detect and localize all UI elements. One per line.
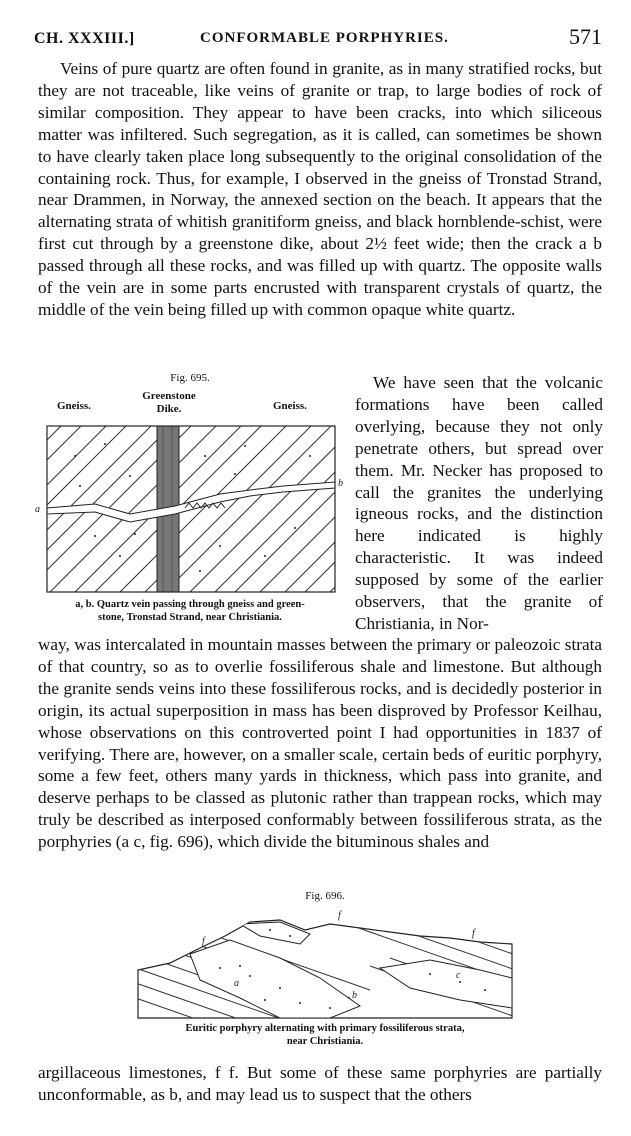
running-title: CONFORMABLE PORPHYRIES. (200, 30, 449, 46)
label-greenstone-line2: Dike. (156, 403, 182, 415)
shale-f-top: f (338, 910, 341, 921)
figure-695-caption-line1: a, b. Quartz vein passing through gneiss and green- (75, 599, 305, 610)
vein-end-a: a (35, 504, 40, 515)
label-gneiss-right: Gneiss. (273, 400, 307, 412)
chapter-reference: CH. XXXIII.] (34, 30, 135, 47)
paragraph-granite-continued: way, was intercalated in mountain masses between the primary or paleozoic strata of that country, so as to overlie fossiliferous shale and limestone. But although the granite sends veins into these fossiliferous rocks, and is decidedly posterior in origin, its actual superposition in mass has been disproved by Professor Keilhau, whose observations on this controverted point I had opportunities in 1837 of verifying. There are, however, on a smaller scale, certain beds of euritic porphyry, some a few feet, others many yards in thickness, which pass into granite, and deserve perhaps to be classed as plutonic rather than trappean rocks, which may truly be described as interposed conformably between fossiliferous strata, as the porphyries (a c, fig. 696), which divide the bituminous shales and (38, 635, 602, 852)
figure-695-section-drawing (35, 416, 345, 596)
figure-695-caption-line2: stone, Tronstad Strand, near Christiania. (98, 612, 282, 623)
running-header (34, 24, 602, 52)
label-gneiss-left: Gneiss. (57, 400, 91, 412)
paragraph-granite-side: We have seen that the volcanic formations have been called overlying, because they not only penetrate others, but spread over them. Mr. Necker has proposed to call the granites the underlying igneous rocks, and the distinction here indicated is highly characteristic. It was indeed supposed by some of the earlier observers, that the granite of Christiania, in Nor- (355, 373, 603, 633)
figure-696-section-drawing (130, 908, 520, 1020)
figure-695-label: Fig. 695. (170, 372, 210, 384)
paragraph-quartz-veins: Veins of pure quartz are often found in granite, as in many stratified rocks, but they are not traceable, like veins of granite or trap, to large bodies of rock of similar composition. They appear to have been cracks, into which siliceous matter was infiltered. Such segregation, as it is called, can sometimes be shown to have clearly taken place long subsequently to the original consolidation of the containing rock. Thus, for example, I observed in the gneiss of Tronstad Strand, near Drammen, in Norway, the annexed section on the beach. It appears that the alternating strata of whitish granitiform gneiss, and black hornblende-schist, were first cut through by a greenstone dike, about 2½ feet wide; then the crack a b passed through all these rocks, and was filled up with quartz. The opposite walls of the vein are in some parts encrusted with transparent crystals of quartz, the middle of the vein being filled up with common opaque white quartz. (38, 59, 602, 319)
figure-696 (130, 890, 520, 1050)
vein-end-b: b (338, 478, 343, 489)
paragraph-porphyries-unconformable: argillaceous limestones, f f. But some of these same porphyries are partially unconformable, as b, and may lead us to suspect that the others (38, 1063, 602, 1104)
shale-f-left: f (202, 936, 205, 947)
porphyry-c: c (456, 970, 461, 981)
label-greenstone-line1: Greenstone (142, 390, 196, 402)
page-number: 571 (569, 24, 602, 49)
figure-696-caption-line2: near Christiania. (286, 1036, 364, 1047)
figure-695-caption (35, 598, 345, 624)
figure-696-caption-line1: Euritic porphyry alternating with primary fossiliferous strata, (185, 1023, 465, 1034)
shale-f-right: f (472, 928, 475, 939)
figure-695 (35, 372, 345, 632)
figure-696-label: Fig. 696. (305, 890, 345, 902)
porphyry-a: a (234, 978, 239, 989)
porphyry-b: b (352, 990, 357, 1001)
figure-696-caption (130, 1022, 520, 1048)
label-greenstone-dike (129, 390, 209, 416)
